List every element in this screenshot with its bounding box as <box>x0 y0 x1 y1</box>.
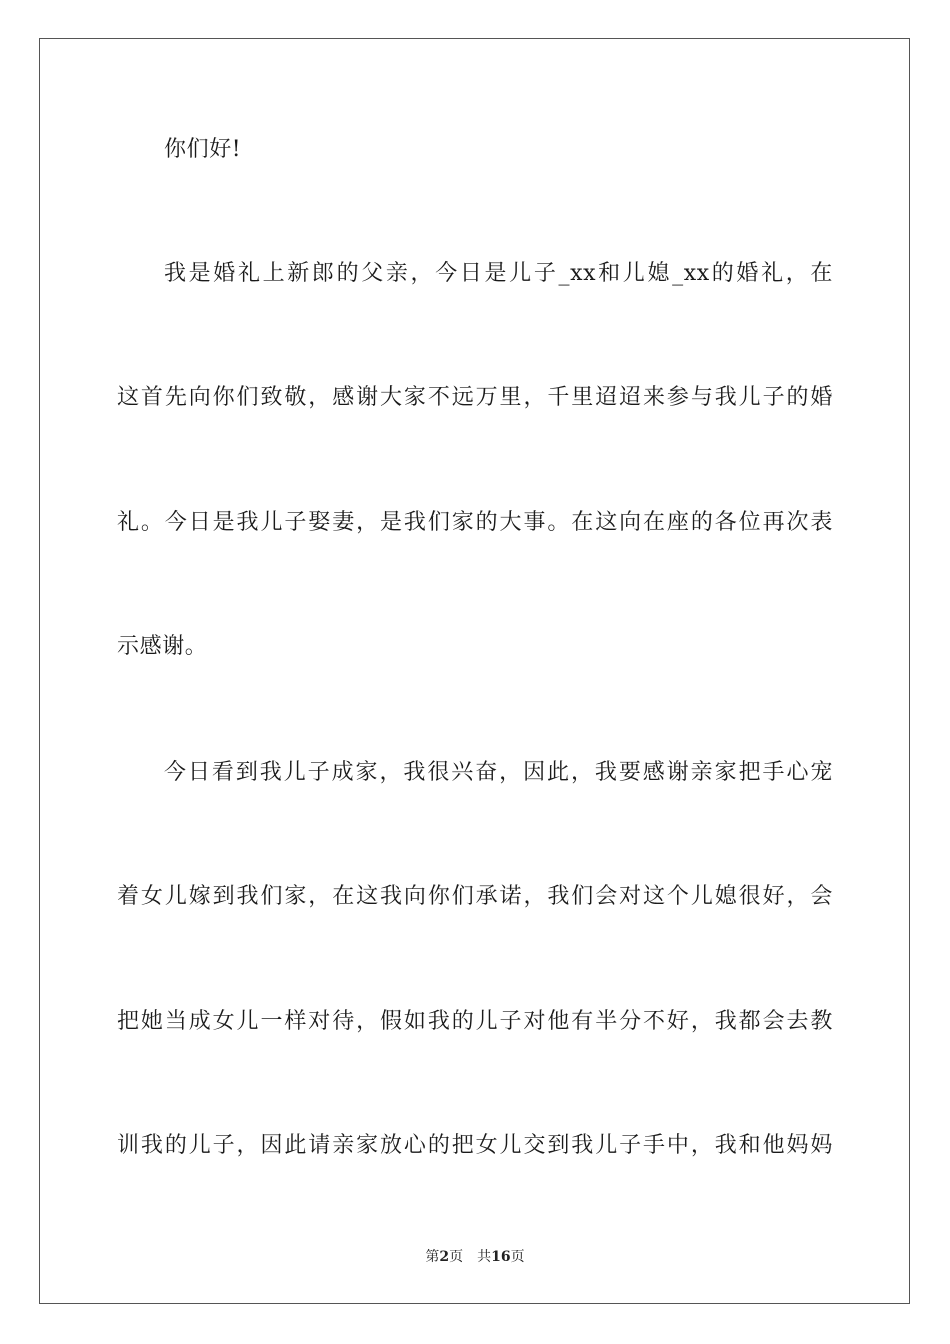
paragraph-2-line-4: 训我的儿子，因此请亲家放心的把女儿交到我儿子手中，我和他妈妈 <box>117 1133 833 1158</box>
page-footer <box>0 1248 950 1266</box>
total-prefix: 共 <box>477 1249 492 1265</box>
paragraph-2-line-1: 今日看到我儿子成家，我很兴奋，因此，我要感谢亲家把手心宠 <box>164 760 833 785</box>
paragraph-2-line-3: 把她当成女儿一样对待，假如我的儿子对他有半分不好，我都会去教 <box>117 1009 833 1034</box>
total-indicator <box>477 1249 524 1265</box>
paragraph-1-line-3: 礼。今日是我儿子娶妻，是我们家的大事。在这向在座的各位再次表 <box>117 510 833 535</box>
paragraph-2-line-2: 着女儿嫁到我们家，在这我向你们承诺，我们会对这个儿媳很好，会 <box>117 884 833 909</box>
total-pages: 16 <box>491 1249 511 1265</box>
paragraph-1-line-4: 示感谢。 <box>117 634 208 659</box>
page-indicator <box>425 1249 463 1265</box>
paragraph-1-line-2: 这首先向你们致敬，感谢大家不远万里，千里迢迢来参与我儿子的婚 <box>117 385 833 410</box>
page-suffix: 页 <box>449 1249 464 1265</box>
page-frame <box>39 38 910 1304</box>
greeting-line: 你们好! <box>164 137 242 162</box>
page-prefix: 第 <box>425 1249 440 1265</box>
total-suffix: 页 <box>510 1249 525 1265</box>
paragraph-1-line-1: 我是婚礼上新郎的父亲，今日是儿子_xx和儿媳_xx的婚礼，在 <box>164 261 833 286</box>
page-number: 2 <box>439 1249 450 1265</box>
